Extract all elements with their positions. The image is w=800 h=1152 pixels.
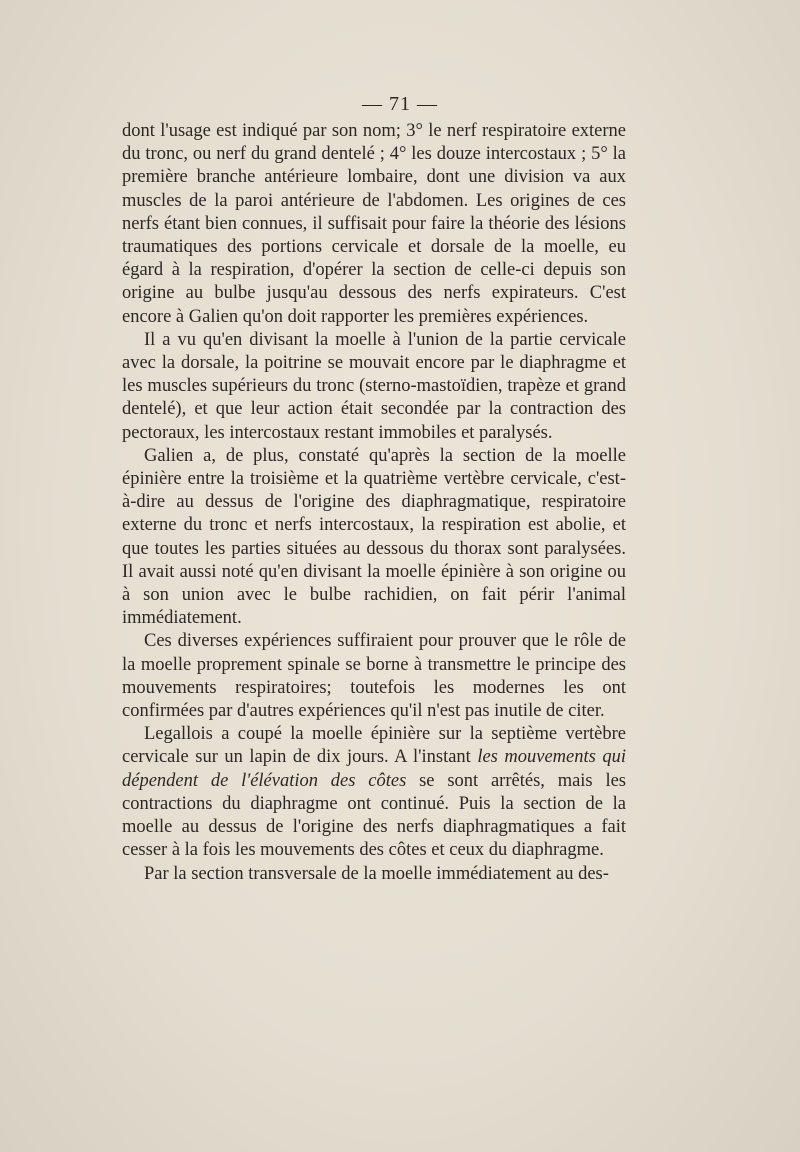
page-number: — 71 — [362,93,438,115]
italic-phrase: les mouvements qui dépendent de l'élévation des côtes [122,747,626,791]
paragraph-2: Il a vu qu'en divisant la moelle à l'union de la partie cervicale avec la dorsale, la poitrine se mouvait encore par le diaphragme et les muscles supérieurs du tronc (sterno-mastoïdien, trapèze et grand dentelé), et que leur action était secondée par la contraction des pectoraux, les intercostaux restant immobiles et paralysés. [122,329,626,443]
paragraph-3: Galien a, de plus, constaté qu'après la section de la moelle épinière entre la troisième et la quatrième vertèbre cervicale, c'est-à-dire au dessus de l'origine des diaphragmatique, respiratoire externe du tronc et nerfs intercostaux, la respiration est abolie, et que toutes les parties situées au dessous du thorax sont paralysées. Il avait aussi noté qu'en divisant la moelle épinière à son origine ou à son union avec le bulbe rachidien, on fait périr l'animal immédiatement. [122,445,626,629]
paragraph-5 [122,723,626,862]
paragraph-1: dont l'usage est indiqué par son nom; 3° le nerf respiratoire externe du tronc, ou nerf du grand dentelé ; 4° les douze intercostaux ; 5° la première branche antérieure lombaire, dont une division va aux muscles de la paroi antérieure de l'abdomen. Les origines de ces nerfs étant bien connues, il suffisait pour faire la théorie des lésions traumatiques des portions cervicale et dorsale de la moelle, eu égard à la respiration, d'opérer la section de celle-ci depuis son origine au bulbe jusqu'au dessous des nerfs expirateurs. C'est encore à Galien qu'on doit rapporter les premières expériences. [122,121,626,327]
paragraph-5-text-after: se sont arrêtés, mais les contractions du diaphragme ont continué. Puis la section de la moelle au dessus de l'origine des nerfs diaphragmatiques a fait cesser à la fois les mouvements des côtes et ceux du diaphragme. [122,770,626,861]
body-text [122,120,626,886]
paragraph-4: Ces diverses expériences suffiraient pour prouver que le rôle de la moelle proprement spinale se borne à transmettre le principe des mouvements respiratoires; toutefois les modernes les ont confirmées par d'autres expériences qu'il n'est pas inutile de citer. [122,631,626,722]
paragraph-5-text-before: Legallois a coupé la moelle épinière sur la septième vertèbre cervicale sur un lapin de dix jours. A l'instant [122,724,626,768]
paragraph-6: Par la section transversale de la moelle immédiatement au des- [144,863,609,884]
